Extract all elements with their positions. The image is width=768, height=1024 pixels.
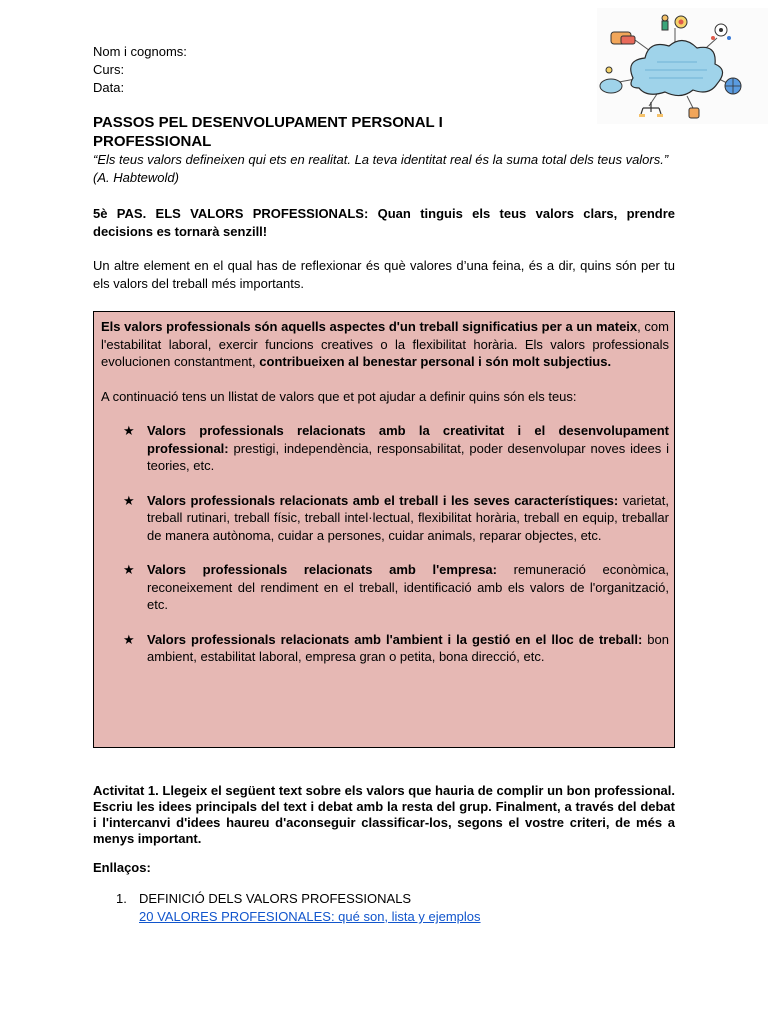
name-label: Nom i cognoms: (93, 44, 187, 59)
link-title: DEFINICIÓ DELS VALORS PROFESSIONALS (139, 891, 412, 906)
thumbs-up-icon (689, 108, 699, 118)
definition-text: , com l'estabilitat laboral, exercir funcions creatives o la flexibilitat horària. Els valors professionals evolucionen constantment, (101, 319, 669, 369)
step-heading-text: Quan tinguis els teus valors clars, prendre decisions es tornarà senzill! (93, 206, 676, 239)
definition-bold-2: contribueixen al benestar personal i són molt subjectius. (259, 354, 612, 369)
item-text: remuneració econòmica, reconeixement del rendiment en el treball, identificació amb els valors de l'organització, etc. (147, 562, 669, 612)
list-item (101, 422, 669, 475)
chat-icon (600, 79, 622, 93)
item-text: varietat, treball rutinari, treball físic, treball intel·lectual, flexibilitat horària, treball en equip, treballar de manera autònoma, cuidar a persones, cuidar animals, reparar objectes, etc. (147, 492, 670, 543)
list-number: 1. (116, 891, 127, 906)
star-icon: ★ (123, 631, 135, 647)
links-heading: Enllaços: (93, 860, 151, 875)
globe-icon (725, 78, 741, 94)
date-label: Data: (93, 80, 125, 95)
step-heading-bold: 5è PAS. ELS VALORS PROFESSIONALS: (93, 206, 369, 221)
star-icon: ★ (123, 492, 135, 508)
intro-paragraph: Un altre element en el qual has de reflexionar és què valores d’una feina, és a dir, quins són per tu els valors del treball més importants. (93, 258, 675, 291)
definition-bold-1: Els valors professionals són aquells aspectes d'un treball significatius per a un mateix (101, 319, 638, 334)
student-header (93, 43, 187, 97)
page-title: PASSOS PEL DESENVOLUPAMENT PERSONAL I PROFESSIONAL (93, 114, 443, 150)
item-heading: Valors professionals relacionats amb la creativitat i el desenvolupament professional: (147, 423, 669, 456)
item-text: prestigi, independència, responsabilitat, poder desenvolupar noves idees i teories, etc. (147, 440, 669, 473)
item-heading: Valors professionals relacionats amb l'ambient i la gestió en el lloc de treball: (147, 631, 643, 647)
list-intro: A continuació tens un llistat de valors que et pot ajudar a definir quins són els teus: (101, 388, 577, 404)
item-heading: Valors professionals relacionats amb l'empresa: (147, 562, 497, 577)
item-heading: Valors professionals relacionats amb el treball i les seves característiques: (147, 492, 619, 508)
values-list (101, 422, 669, 666)
step-heading (93, 205, 675, 240)
star-icon: ★ (123, 423, 135, 438)
values-link[interactable]: 20 VALORES PROFESIONALES: qué son, lista y ejemplos (139, 909, 481, 924)
course-label: Curs: (93, 62, 125, 77)
cloud-network-illustration (597, 8, 768, 124)
list-item (101, 492, 669, 545)
values-box (93, 311, 675, 748)
item-text: bon ambient, estabilitat laboral, empresa gran o petita, bona direcció, etc. (147, 631, 670, 664)
star-icon: ★ (123, 562, 135, 577)
activity-paragraph: Activitat 1. Llegeix el següent text sobre els valors que hauria de complir un bon professional. Escriu les idees principals del text i debat amb la resta del grup. Finalment, a través del debat i l'intercanvi d'idees haureu d'aconseguir classificar-los, segons el vostre criteri, de més a menys important. (93, 783, 675, 846)
quote: “Els teus valors defineixen qui ets en realitat. La teva identitat real és la suma total dels teus valors.” (A. Habtewold) (93, 152, 669, 185)
list-item (101, 561, 669, 614)
lightbulb-icon (606, 67, 612, 73)
list-item (101, 631, 669, 666)
definition-paragraph (101, 318, 669, 371)
